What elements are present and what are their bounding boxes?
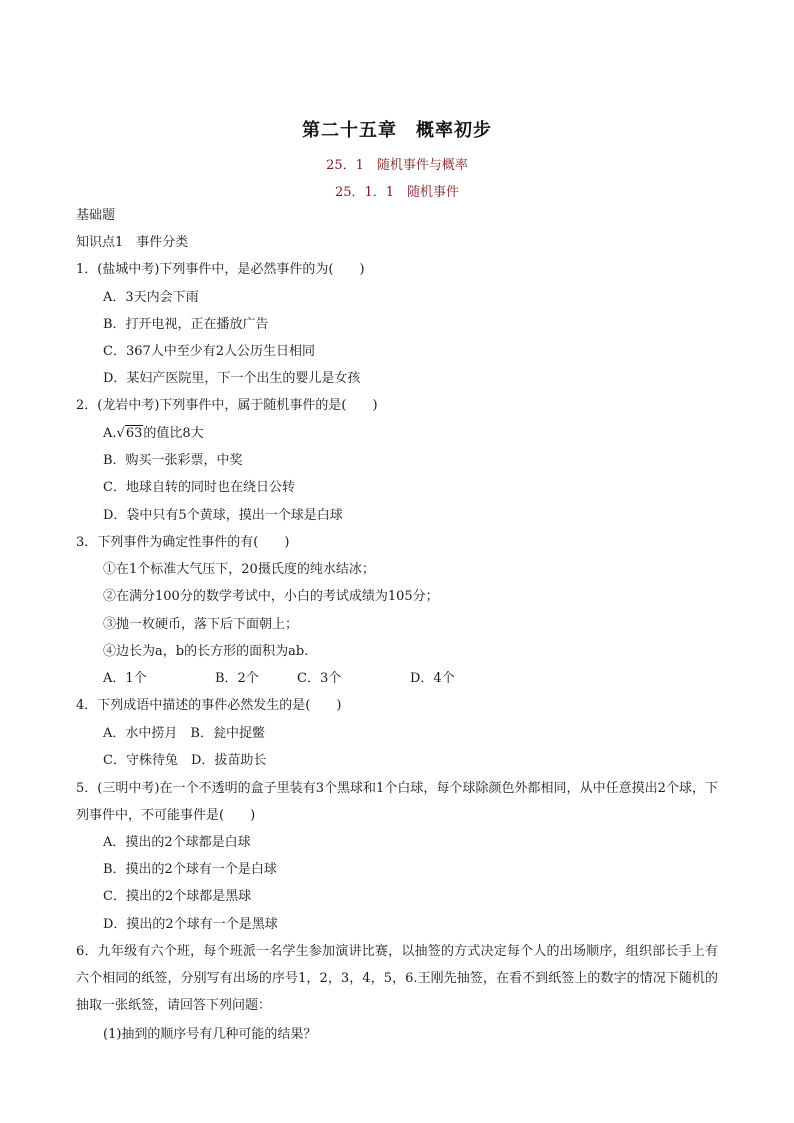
q2-option-c: C．地球自转的同时也在绕日公转 bbox=[103, 480, 295, 495]
q3-item-4: ④边长为a，b的长方形的面积为ab. bbox=[103, 644, 309, 659]
q3-item-3: ③抛一枚硬币，落下后下面朝上； bbox=[103, 617, 299, 632]
q5-option-b: B．摸出的2个球有一个是白球 bbox=[103, 862, 277, 877]
q1-stem: 1．(盐城中考)下列事件中，是必然事件的为( ) bbox=[76, 262, 365, 277]
q2-option-d: D．袋中只有5个黄球，摸出一个球是白球 bbox=[103, 508, 343, 523]
subsection-title: 25．1．1 随机事件 bbox=[334, 185, 460, 200]
q6-part-1: (1)抽到的顺序号有几种可能的结果？ bbox=[103, 1027, 317, 1042]
q3-option-a: A．1个 bbox=[103, 671, 147, 686]
q3-option-d: D．4个 bbox=[410, 671, 455, 686]
q3-item-1: ①在1个标准大气压下，20摄氏度的纯水结冰； bbox=[103, 562, 375, 577]
q2-option-a bbox=[103, 425, 204, 443]
q5-option-a: A．摸出的2个球都是白球 bbox=[103, 835, 251, 850]
q6-stem: 6．九年级有六个班，每个班派一名学生参加演讲比赛，以抽签的方式决定每个人的出场顺序，组织部长手上有六个相同的纸签，分别写有出场的序号1，2，3，4，5，6.王刚先抽签，在看不到纸签上的数字的情况下随机的抽取一张纸签，请回答下列问题： bbox=[76, 944, 718, 1013]
q4-options-row2: C．守株待兔 D．拔苗助长 bbox=[103, 753, 267, 768]
chapter-title: 第二十五章 概率初步 bbox=[302, 120, 492, 141]
sqrt-symbol: √63 bbox=[116, 426, 143, 441]
q1-option-d: D．某妇产医院里，下一个出生的婴儿是女孩 bbox=[103, 371, 361, 386]
q5-stem: 5．(三明中考)在一个不透明的盒子里装有3个黑球和1个白球，每个球除颜色外都相同，从中任意摸出2个球，下列事件中，不可能事件是( ) bbox=[76, 781, 718, 823]
q1-option-c: C．367人中至少有2人公历生日相同 bbox=[103, 344, 316, 359]
q2-stem: 2．(龙岩中考)下列事件中，属于随机事件的是( ) bbox=[76, 398, 378, 413]
q1-option-b: B．打开电视，正在播放广告 bbox=[103, 317, 269, 332]
q3-option-b: B．2个 bbox=[215, 671, 259, 686]
q2-option-a-suffix: 的值比8大 bbox=[143, 426, 204, 441]
q3-item-2: ②在满分100分的数学考试中，小白的考试成绩为105分； bbox=[103, 589, 439, 604]
knowledge-point-label: 知识点1 事件分类 bbox=[76, 235, 189, 250]
level-label: 基础题 bbox=[76, 208, 116, 223]
q3-stem: 3．下列事件为确定性事件的有( ) bbox=[76, 535, 290, 550]
q1-option-a: A．3天内会下雨 bbox=[103, 290, 199, 305]
q2-option-a-prefix: A. bbox=[103, 426, 117, 441]
q3-option-c: C．3个 bbox=[297, 671, 342, 686]
q4-options-row1: A．水中捞月 B．瓮中捉鳖 bbox=[103, 726, 265, 741]
q2-option-b: B．购买一张彩票，中奖 bbox=[103, 453, 243, 468]
q5-option-c: C．摸出的2个球都是黑球 bbox=[103, 889, 252, 904]
q5-option-d: D．摸出的2个球有一个是黑球 bbox=[103, 917, 278, 932]
q2-radicand: 63 bbox=[125, 426, 143, 441]
section-title: 25．1 随机事件与概率 bbox=[326, 158, 468, 173]
q4-stem: 4．下列成语中描述的事件必然发生的是( ) bbox=[76, 698, 342, 713]
